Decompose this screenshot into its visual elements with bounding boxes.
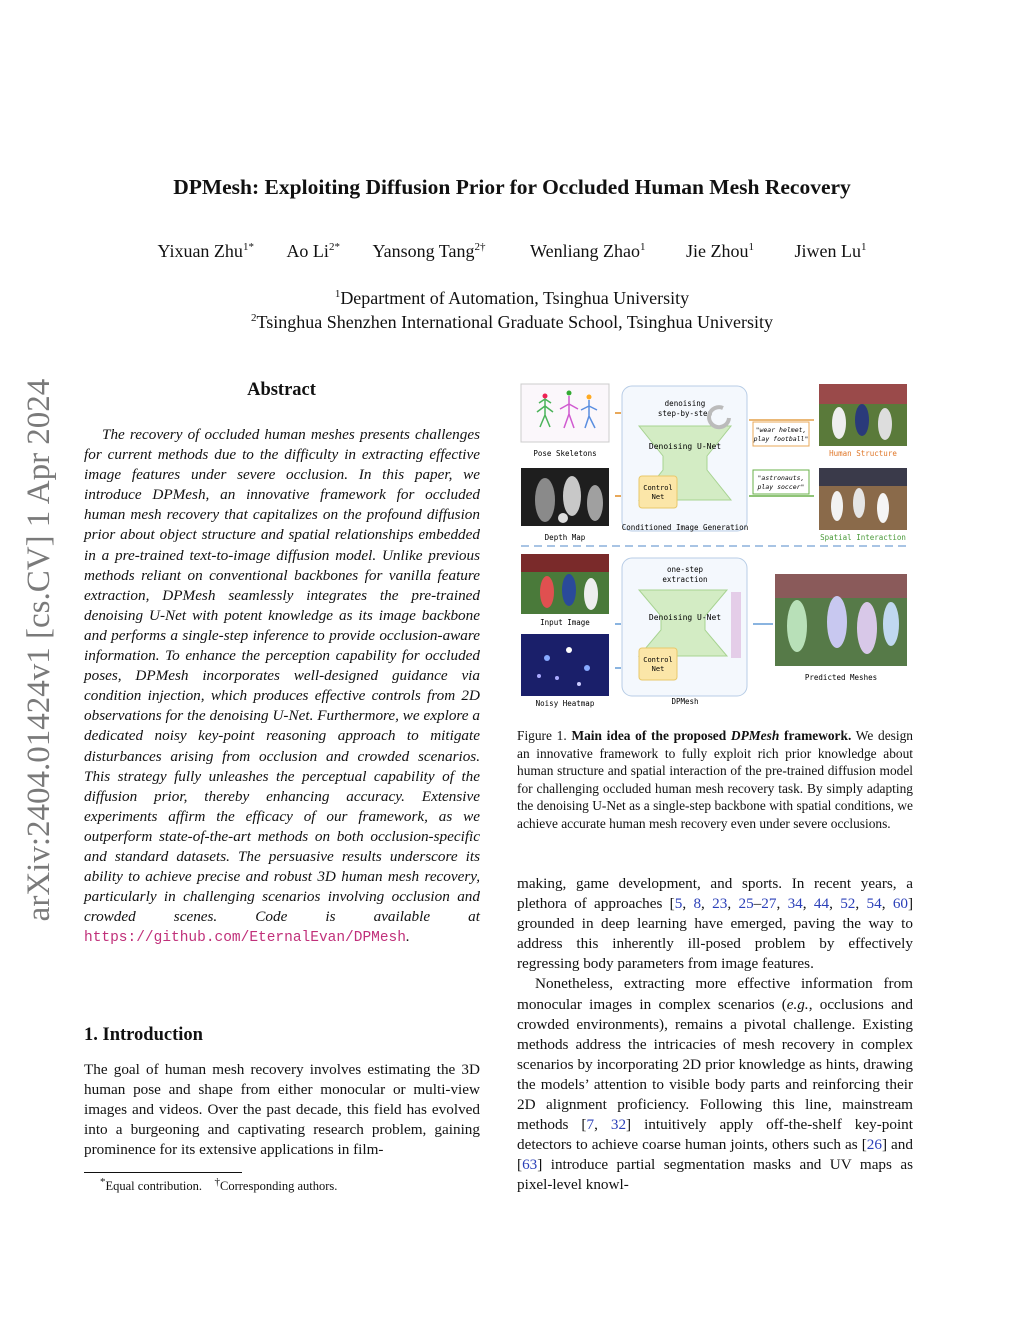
figure-1-caption: Figure 1. Main idea of the proposed DPMesh framework. We design an innovative framework to fully exploit rich prior knowledge about human structure and spatial interaction of the pre-trained diffusion model for challenging occluded human mesh recovery task. By simply adapting the denoising U-Net as a single-step backbone with spatial conditions, we achieve accurate human mesh recovery even under severe occlusions. — [517, 728, 913, 831]
svg-text:denoising: denoising — [664, 399, 706, 408]
intro-heading: 1. Introduction — [84, 1025, 203, 1045]
paper-title: DPMesh: Exploiting Diffusion Prior for Occluded Human Mesh Recovery — [173, 175, 851, 199]
citation-link[interactable]: 26 — [866, 1136, 882, 1154]
paragraph: Nonetheless, extracting more effective information from monocular images in complex scenarios (e.g., occlusions and crowded environments), remains a pivotal challenge. Existing methods address the intricacies of mesh recovery in complex scenarios by incorporating 2D prior knowledge as hints, drawing the models’ attention to visible body parts and reinforcing their 2D alignment proficiency. Following this line, mainstream methods [7, 32] intuitively apply off-the-shelf key-point detectors to achieve coarse human joints, others such as [26] and [63] introduce partial segmentation masks and UV maps as pixel-level knowl- — [517, 975, 913, 1194]
citation-link[interactable]: 34 — [787, 895, 803, 913]
citation-link[interactable]: 27 — [761, 895, 777, 913]
author: Yixuan Zhu$^{1*}$ — [157, 241, 254, 261]
affiliation-2: $^2$Tsinghua Shenzhen International Graduate School, Tsinghua University — [250, 312, 774, 332]
author: Jie Zhou$^1$ — [686, 241, 755, 261]
fig-label-dpmesh: DPMesh — [671, 697, 699, 706]
code-link[interactable]: https://github.com/EternalEvan/DPMesh — [84, 930, 406, 947]
abstract-body: The recovery of occluded human meshes presents challenges for current methods due to the difficulty in extracting effective image features under severe occlusion. In this paper, we introduce DPMesh, an innovative framework for occluded human mesh recovery that capitalizes on the profound diffusion prior about object structure and spatial relationships embedded in a pre-trained text-to-image diffusion model. Unlike previous methods reliant on conventional backbones for vanilla feature extraction, DPMesh seamlessly integrates the pre-trained denoising U-Net with potent knowledge as its image backbone and performs a single-step inference to provide occlusion-aware information. To enhance the perception capability for occluded poses, DPMesh incorporates well-designed guidance via condition injection, which produces effective controls from 2D observations for the denoising U-Net. Furthermore, we explore a dedicated noisy key-point reasoning approach to mitigate disturbances arising from occlusion and crowded scenarios. This strategy fully unleashes the perceptual capability of the diffusion prior, thereby enhancing accuracy. Extensive experiments affirm the efficacy of our framework, as we outperform state-of-the-art methods on both occlusion-specific and standard datasets. The persuasive results underscore its ability to achieve precise and robust 3D human mesh recovery, particularly in challenging scenarios involving occlusion and crowded scenes. Code is available at https://github.com/EternalEvan/DPMesh. — [84, 426, 480, 947]
svg-text:one-step: one-step — [666, 565, 704, 574]
svg-text:Net: Net — [651, 493, 665, 501]
citation-link[interactable]: 44 — [813, 895, 830, 913]
paragraph: making, game development, and sports. In recent years, a plethora of approaches [5, 8, 23, 25–27, 34, 44, 52, 54, 60] grounded in deep learning have emerged, paving the way to address this inherently ill-posed problem by effectively regressing body parameters from image features. — [517, 875, 914, 973]
citation-link[interactable]: 63 — [522, 1156, 538, 1174]
author: Yansong Tang$^{2\dagger}$ — [372, 241, 486, 261]
depth-map-image — [521, 468, 609, 526]
svg-text:Control: Control — [643, 656, 673, 664]
human-structure-image — [819, 384, 907, 446]
citation-link[interactable]: 25 — [738, 895, 754, 913]
fig-label-pose-skeletons: Pose Skeletons — [533, 449, 597, 458]
citation-link[interactable]: 54 — [866, 895, 882, 913]
svg-text:step-by-step: step-by-step — [657, 409, 713, 418]
prompt-box-2 — [753, 470, 809, 494]
intro-body — [84, 1060, 480, 1160]
citation-link[interactable]: 52 — [840, 895, 856, 913]
author: Wenliang Zhao$^1$ — [530, 241, 646, 261]
right-column-body — [517, 874, 913, 1196]
spatial-interaction-image — [819, 468, 907, 530]
citation-link[interactable]: 7 — [586, 1116, 595, 1134]
abstract-text: The recovery of occluded human meshes presents challenges for current methods due to the difficulty in extracting effective image features under severe occlusion. In this paper, we introduce DPMesh, an innovative framework for occluded human mesh recovery that capitalizes on the profound diffusion prior about object structure and spatial relationships embedded in a pre-trained text-to-image diffusion model. Unlike previous methods reliant on conventional backbones for vanilla feature extraction, DPMesh seamlessly integrates the pre-trained denoising U-Net with potent knowledge as its image backbone and performs a single-step inference to provide occlusion-aware information. To enhance the perception capability for occluded poses, DPMesh incorporates well-designed guidance via condition injection, which produces effective controls from 2D observations for the denoising U-Net. Furthermore, we explore a dedicated noisy key-point reasoning approach to mitigate disturbances arising from occlusion and crowded scenarios. This strategy fully unleashes the perceptual capability of the diffusion prior, thereby enhancing accuracy. Extensive experiments affirm the efficacy of our framework, as we outperform state-of-the-art methods on both occlusion-specific and standard datasets. The persuasive results underscore its ability to achieve precise and robust 3D human mesh recovery, particularly in challenging scenarios involving occlusion and crowded scenes. Code is available at — [84, 426, 480, 926]
svg-text:"astronauts,: "astronauts, — [757, 474, 805, 482]
pose-skeletons-image — [521, 384, 609, 442]
footnote-rule — [84, 1172, 242, 1173]
fig-label-noisy-heatmap: Noisy Heatmap — [535, 699, 595, 708]
svg-text:play football": play football" — [753, 435, 809, 443]
fig-label-depth-map: Depth Map — [544, 533, 586, 542]
top-pipeline-box — [622, 386, 747, 531]
author: Jiwen Lu$^1$ — [794, 241, 867, 261]
fig-denoising-unet-bottom: Denoising U-Net — [648, 613, 722, 622]
svg-text:extraction: extraction — [662, 575, 708, 584]
svg-text:"wear helmet,: "wear helmet, — [755, 426, 807, 434]
fig-label-cond-gen: Conditioned Image Generation — [621, 523, 749, 532]
fig-label-spatial-interaction: Spatial Interaction — [820, 533, 906, 542]
citation-link[interactable]: 23 — [712, 895, 728, 913]
citation-link[interactable]: 32 — [610, 1116, 627, 1134]
author: Ao $Li^{2*}$ — [286, 241, 340, 261]
abstract-heading: Abstract — [247, 380, 316, 400]
svg-text:play soccer": play soccer" — [757, 483, 805, 491]
affiliation-1: $^1$Department of Automation, Tsinghua University — [334, 288, 690, 308]
bottom-pipeline-box — [622, 558, 747, 696]
fig-label-human-structure: Human Structure — [829, 449, 897, 458]
predicted-meshes-image — [775, 574, 907, 666]
citation-link[interactable]: 60 — [892, 895, 909, 913]
intro-paragraph: The goal of human mesh recovery involves estimating the 3D human pose and shape from either monocular or multi-view images and videos. Over the past decade, this field has evolved into a burgeoning and captivating research problem, gaining prominence for its extensive applications in film- — [84, 1061, 480, 1159]
figure-1-diagram — [517, 378, 913, 708]
footnote: *Equal contribution. †Corresponding authors. — [100, 1175, 338, 1193]
fig-label-predicted-meshes: Predicted Meshes — [804, 673, 878, 682]
citation-link[interactable]: 8 — [693, 895, 702, 913]
citation-link[interactable]: 5 — [674, 895, 683, 913]
svg-text:Net: Net — [651, 665, 665, 673]
arxiv-identifier: arXiv:2404.01424v1 [cs.CV] 1 Apr 2024 — [21, 378, 57, 922]
prompt-box-1 — [753, 422, 809, 446]
noisy-heatmap-image — [521, 634, 609, 696]
svg-text:Control: Control — [643, 484, 673, 492]
input-image — [521, 554, 609, 614]
fig-label-input-image: Input Image — [540, 618, 590, 627]
fig-denoising-unet-top: Denoising U-Net — [648, 442, 722, 451]
author-list — [0, 241, 1024, 262]
